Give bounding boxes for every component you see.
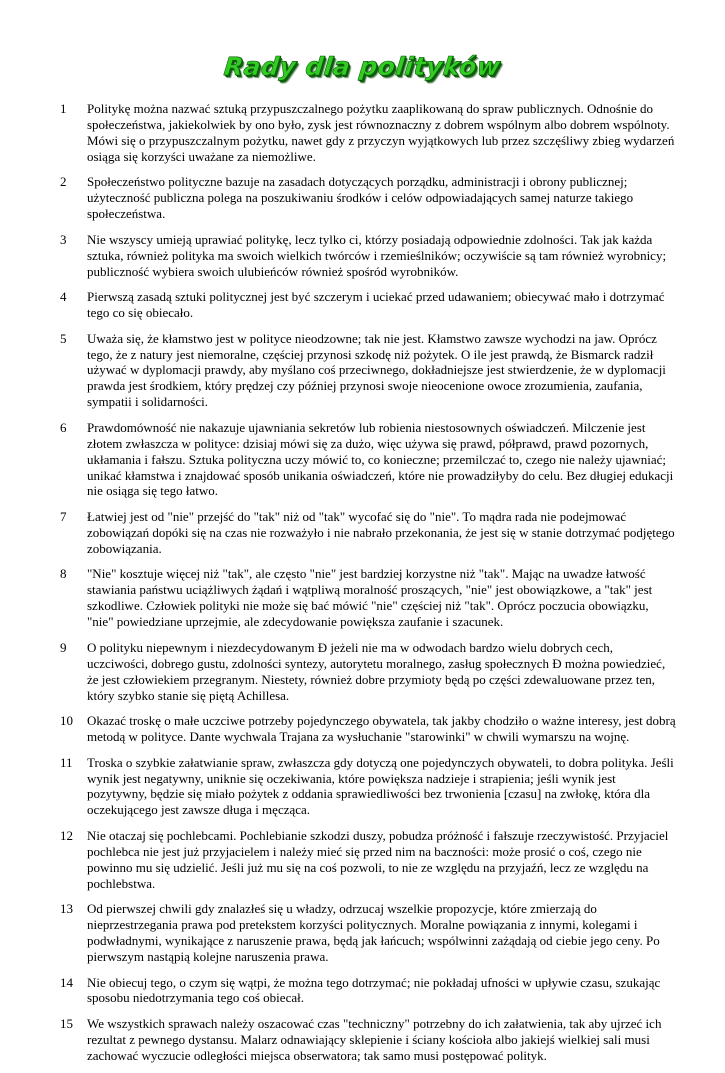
item-number: 11 [60, 754, 73, 770]
item-text: We wszystkich sprawach należy oszacować czas "techniczny" potrzebny do ich załatwienia, tak aby ujrzeć ich rezultat z pewnego dystansu. Malarz odnawiający sklepienie i ściany kościoła albo jakiejś wielkiej sali musi zachować wyczucie odległości miejsca obserwatora; tak samo musi postępować polityk. [87, 1016, 662, 1063]
list-item [57, 174, 677, 222]
item-number: 2 [60, 174, 67, 190]
list-item [57, 101, 677, 165]
item-text: Nie otaczaj się pochlebcami. Pochlebianie szkodzi duszy, pobudza próżność i fałszuje rzeczywistość. Przyjaciel pochlebca nie jest już przyjacielem i należy mieć się przed nim na baczności: może prosić o coś, czego nie powinno mu się udzielić. Jeśli już mu się na coś pozwoli, to nie ze względu na przyjaźń, lecz ze względu na pochlebstwa. [87, 827, 669, 891]
item-text: Od pierwszej chwili gdy znalazłeś się u władzy, odrzucaj wszelkie propozycje, które zmierzają do nieprzestrzegania prawa pod pretekstem korzyści politycznych. Moralne powiązania z innymi, kolegami i podwładnymi, wynikające z naruszenie prawa, będą jak łańcuch; wspólwinni zażądają od ciebie jego ceny. Po pierwszym nastąpią kolejne naruszenia prawa. [87, 901, 660, 964]
list-item [57, 509, 677, 557]
list-item [57, 755, 677, 819]
item-number: 14 [60, 974, 73, 990]
list-item [57, 566, 677, 630]
item-text: Nie wszyscy umieją uprawiać politykę, lecz tylko ci, którzy posiadają odpowiednie zdolności. Tak jak każda sztuka, również polityka ma swoich wielkich twórców i rzemieślników; oczywiście są tam również wyrobnicy; publiczność wybiera swoich ulubieńców również spośród wyrobników. [87, 231, 667, 279]
item-text: Pierwszą zasadą sztuki politycznej jest być szczerym i uciekać przed udawaniem; obiecywać mało i dotrzymać tego co się obiecało. [87, 289, 665, 321]
item-text: Troska o szybkie załatwianie spraw, zwłaszcza gdy dotyczą one pojedynczych obywateli, to dobra polityka. Jeśli wynik jest negatywny, uniknie się oczekiwania, które powiększa nadzieje i strapienia; jeśli wynik jest pozytywny, będzie się miało pożytek z oddania sprawiedliwości bez trwonienia [czasu] na zwłokę, która dla oczekującego jest zawsze długa i męcząca. [87, 754, 674, 818]
list-item [57, 1016, 677, 1064]
list-item [57, 232, 677, 280]
item-number: 13 [60, 901, 73, 917]
item-number: 10 [60, 713, 73, 729]
item-text: Prawdomówność nie nakazuje ujawniania sekretów lub robienia niestosownych oświadczeń. Milczenie jest złotem zwłaszcza w polityce: dzisiaj mówi się za dużo, więc używa się prawd, półprawd, prawd pozornych, ukłamania i fałszu. Sztuka polityczna uczy mówić to, co konieczne; przemilczać to, czego nie należy ujawniać; unikać kłamstwa i znajdować sposób unikania oświadczeń, które nie prowadziłyby do celu. Bez długiej edukacji nie osiąga się tego łatwo. [87, 419, 674, 499]
item-text: O polityku niepewnym i niezdecydowanym Ð jeżeli nie ma w odwodach bardzo wielu dobrych cech, uczciwości, dobrego gustu, zdolności syntezy, autorytetu moralnego, zasług społecznych Ð można powiedzieć, że jest człowiekiem przegranym. Niestety, również dobre przymioty będą po części zdewaluowane przez ten, który szybko stanie się piętą Achillesa. [87, 639, 666, 703]
item-text: Politykę można nazwać sztuką przypuszczalnego pożytku zaaplikowaną do spraw publicznych. Odnośnie do społeczeństwa, jakiekolwiek by ono było, zysk jest równoznaczny z dobrem wspólnym albo dobrem wspólnoty. Mówi się o przypuszczalnym pożytku, nawet gdy z przyczyn wyjątkowych lub przez szczęśliwy zbieg wydarzeń osiąga się korzyści uważane za niemożliwe. [87, 101, 675, 164]
item-number: 4 [60, 289, 67, 305]
item-number: 7 [60, 509, 67, 525]
item-number: 5 [60, 330, 67, 346]
list-item [57, 901, 677, 965]
list-item [57, 420, 677, 500]
item-text: Nie obiecuj tego, o czym się wątpi, że można tego dotrzymać; nie pokładaj ufności w upływie czasu, szukając sposobu niedotrzymania tego coś obiecał. [87, 974, 661, 1006]
item-text: "Nie" kosztuje więcej niż "tak", ale często "nie" jest bardziej korzystne niż "tak". Mając na uwadze łatwość stawiania państwu uciążliwych żądań i wątpliwą moralność proszących, "nie" jest obowiązkowe, a "tak" jest szkodliwe. Człowiek polityki nie może się bać mówić "nie" częściej niż "tak". Oprócz poczucia obowiązku, "nie" powiedziane uprzejmie, ale zdecydowanie powiększa zaufanie i szacunek. [87, 566, 653, 630]
item-number: 8 [60, 566, 67, 582]
list-item [57, 828, 677, 892]
item-text: Uważa się, że kłamstwo jest w polityce nieodzowne; tak nie jest. Kłamstwo zawsze wychodzi na jaw. Oprócz tego, że z natury jest niemoralne, częściej przynosi szkodę niż pożytek. O ile jest prawdą, że Bismarck radził używać w dyplomacji prawdy, aby myślano coś przeciwnego, dokładniejsze jest stwierdzenie, że w dyplomacji prawda jest środkiem, który prędzej czy później przynosi swoje nieocenione owoce zrozumienia, zaufania, sympatii i solidarności. [87, 330, 666, 410]
list-item [57, 713, 677, 745]
list-item [57, 975, 677, 1007]
item-number: 6 [60, 419, 67, 435]
item-number: 9 [60, 639, 67, 655]
item-number: 1 [60, 101, 67, 116]
list-item [57, 640, 677, 704]
item-number: 3 [60, 231, 67, 247]
item-number: 12 [60, 827, 73, 843]
item-number: 15 [60, 1016, 73, 1032]
item-text: Okazać troskę o małe uczciwe potrzeby pojedynczego obywatela, tak jakby chodziło o ważne interesy, jest dobrą metodą w polityce. Dante wychwala Trajana za wysłuchanie "starowinki" w chwili wymarszu na wojnę. [87, 713, 676, 744]
item-text: Społeczeństwo polityczne bazuje na zasadach dotyczących porządku, administracji i obrony publicznej; użyteczność publiczna polega na poszukiwaniu środków i celów odpowiadających samej naturze takiego społeczeństwa. [87, 174, 634, 222]
item-text: Łatwiej jest od "nie" przejść do "tak" niż od "tak" wycofać się do "nie". To mądra rada nie podejmować zobowiązań dopóki się na czas nie rozważyło i nie nabrało przekonania, że jest się w stanie dotrzymać podjętego zobowiązania. [87, 509, 675, 556]
title-container [0, 52, 725, 81]
advice-list [57, 101, 677, 1073]
list-item [57, 289, 677, 321]
page-title: Rady dla polityków [222, 52, 503, 81]
list-item [57, 331, 677, 411]
